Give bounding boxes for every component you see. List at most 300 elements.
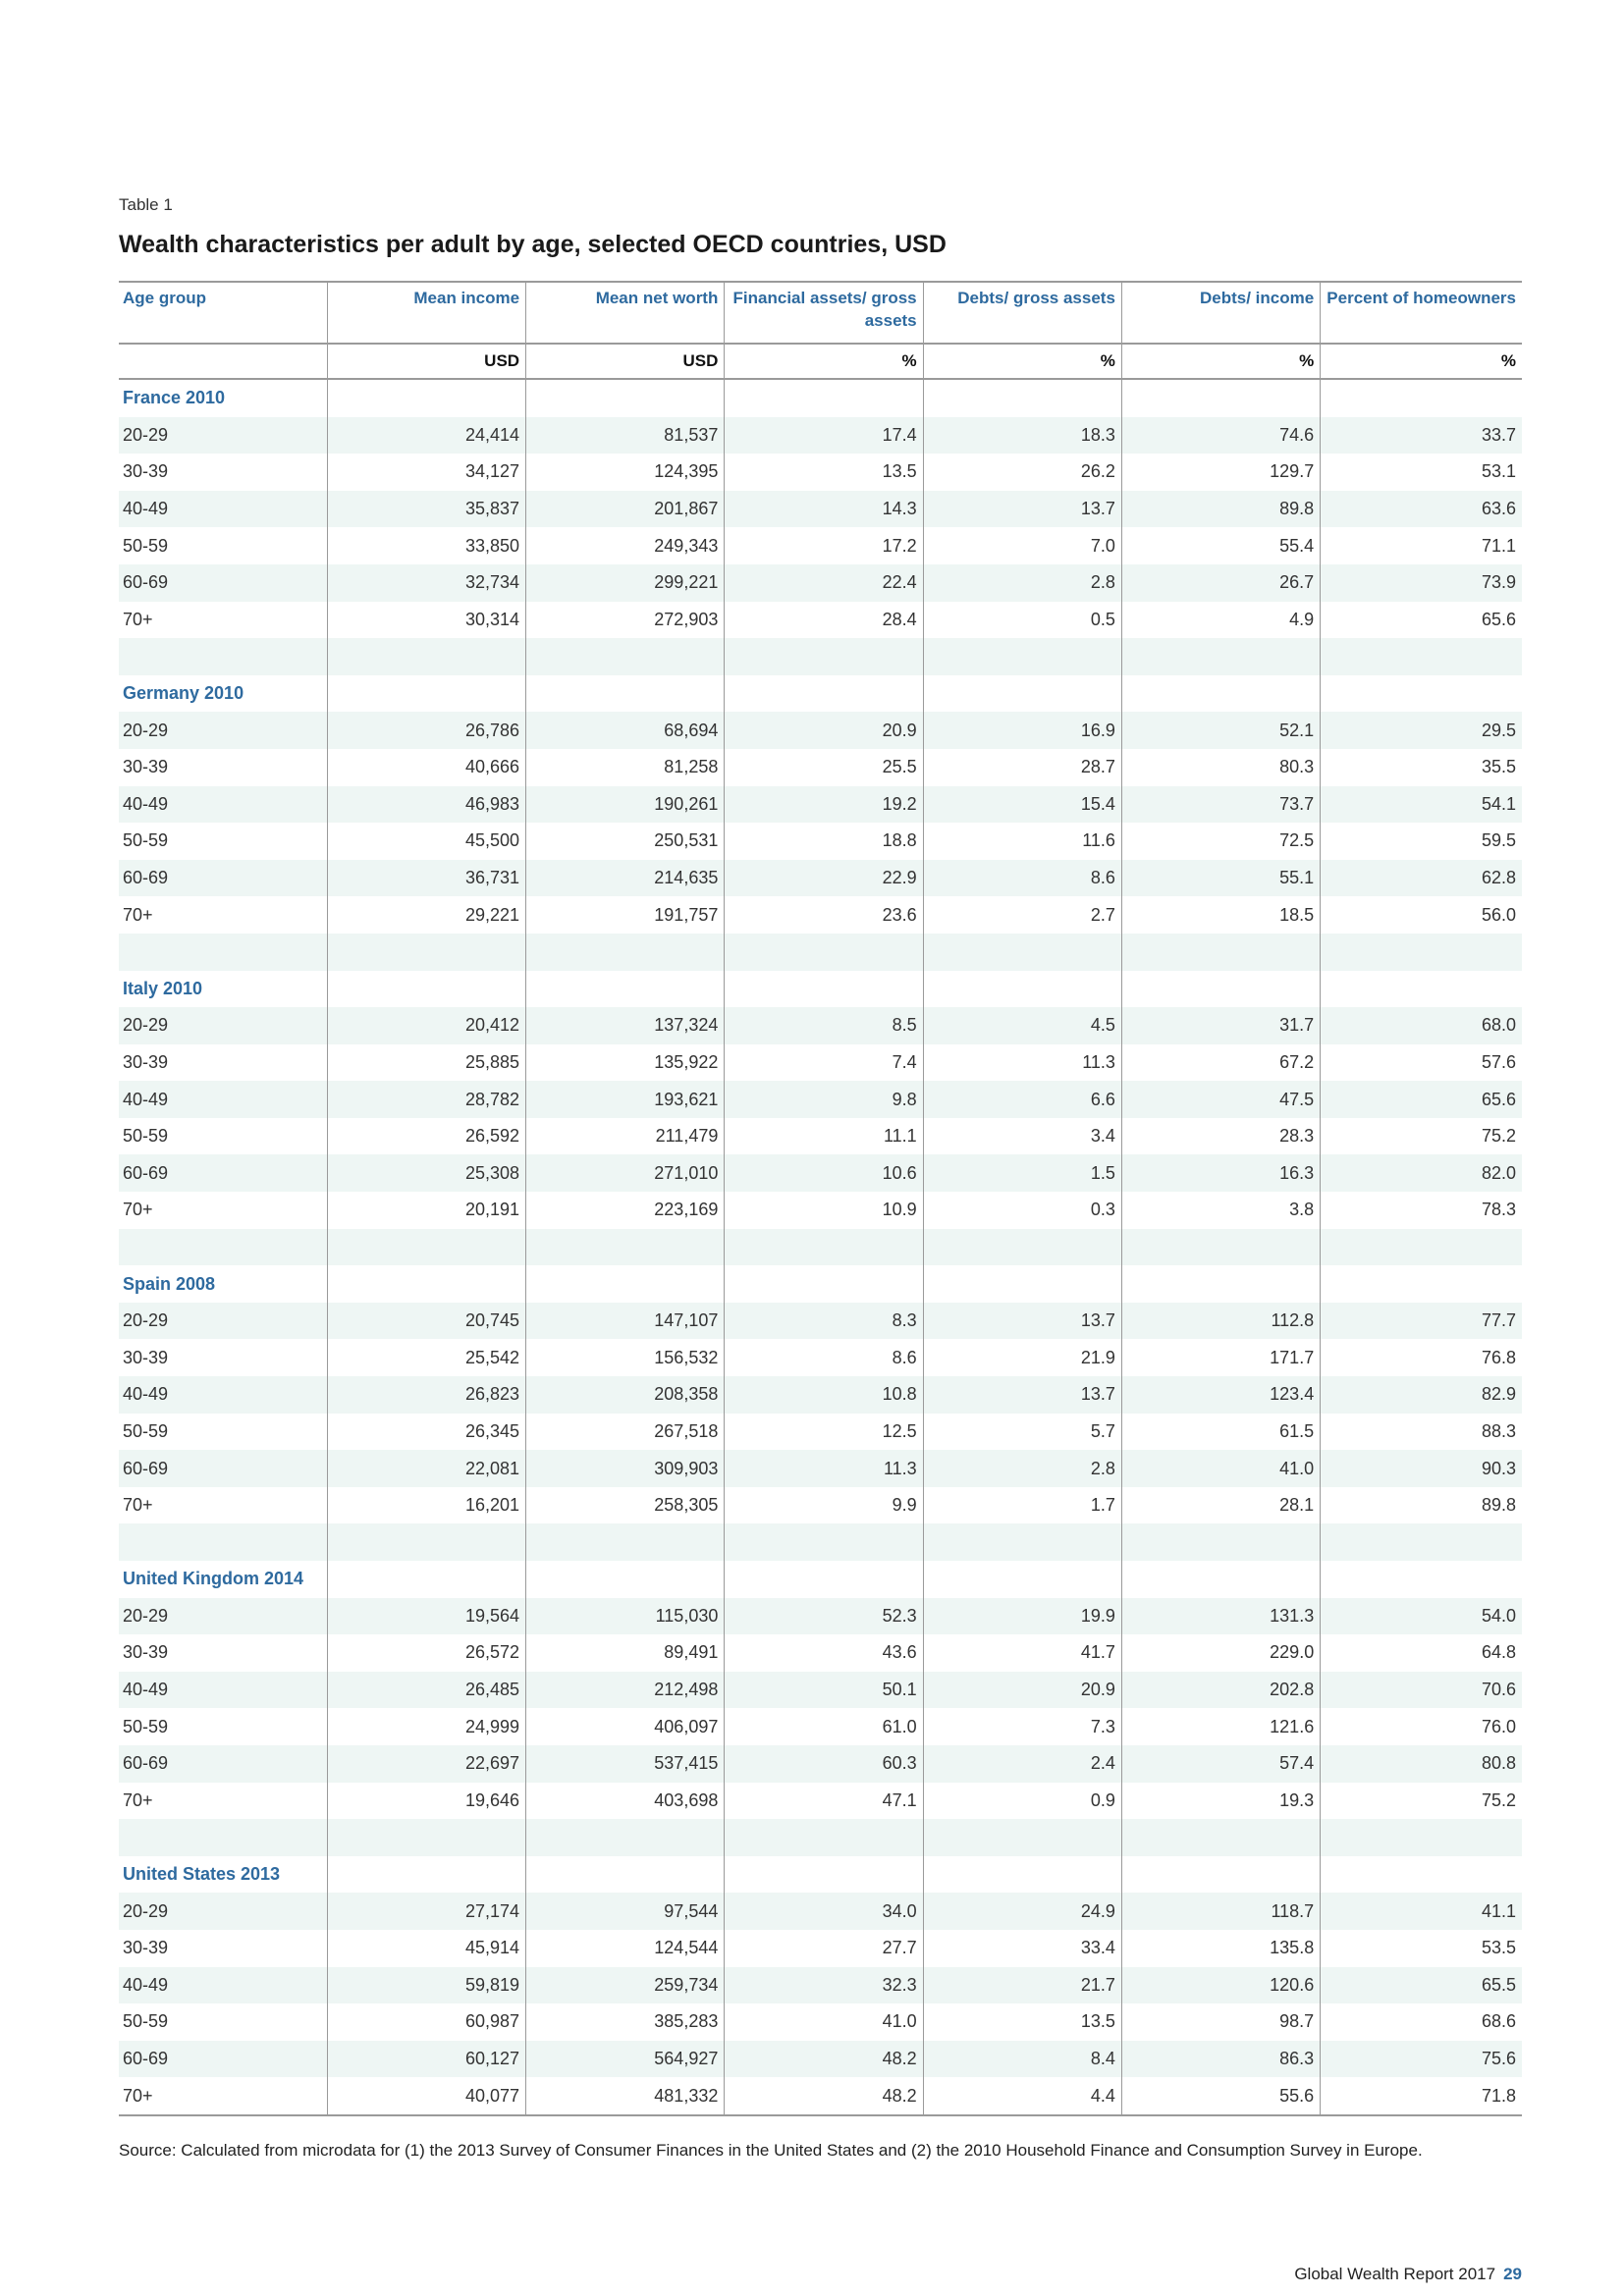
value-cell: 258,305 [526,1487,725,1524]
value-cell: 3.4 [923,1118,1121,1155]
value-cell: 22,081 [327,1450,525,1487]
country-name: France 2010 [123,388,226,408]
value-cell: 10.9 [725,1192,923,1229]
value-cell: 201,867 [526,491,725,528]
value-cell: 17.4 [725,417,923,454]
empty-cell [1321,638,1522,675]
value-cell: 229.0 [1121,1634,1320,1672]
table-row [119,1487,1522,1524]
empty-cell [119,1819,327,1856]
value-cell: 72.5 [1121,823,1320,860]
empty-cell [725,638,923,675]
value-cell: 309,903 [526,1450,725,1487]
value-cell: 135.8 [1121,1930,1320,1967]
value-cell: 52.1 [1121,712,1320,749]
value-cell: 3.8 [1121,1192,1320,1229]
value-cell: 10.8 [725,1376,923,1414]
age-group-cell: 30-39 [123,757,169,777]
value-cell: 271,010 [526,1154,725,1192]
empty-cell [1121,1561,1320,1598]
value-cell: 123.4 [1121,1376,1320,1414]
value-cell: 8.5 [725,1007,923,1044]
table-row [119,1967,1522,2004]
value-cell: 21.7 [923,1967,1121,2004]
value-cell: 385,283 [526,2003,725,2041]
age-group-cell: 40-49 [119,786,327,824]
table-row [119,417,1522,454]
value-cell: 89.8 [1321,1487,1522,1524]
empty-cell [327,971,525,1008]
value-cell: 55.4 [1121,527,1320,564]
value-cell: 11.3 [923,1044,1121,1082]
value-cell: 33.7 [1321,417,1522,454]
empty-cell [1121,971,1320,1008]
age-group-cell: 70+ [123,2085,153,2106]
wealth-table [119,281,1522,2116]
table-row [119,786,1522,824]
value-cell: 202.8 [1121,1672,1320,1709]
value-cell: 30,314 [327,602,525,639]
value-cell: 41.0 [1121,1450,1320,1487]
value-cell: 2.7 [923,896,1121,934]
unit-cell: % [1121,344,1320,379]
unit-cell: USD [327,344,525,379]
empty-cell [526,1229,725,1266]
page-footer [1294,2265,1522,2284]
value-cell: 0.5 [923,602,1121,639]
table-row [119,602,1522,639]
empty-cell [119,638,327,675]
country-row [119,379,1522,417]
value-cell: 70.6 [1321,1672,1522,1709]
column-header: Age group [123,289,206,307]
age-group-cell: 50-59 [123,1420,169,1441]
value-cell: 2.8 [923,1450,1121,1487]
table-label: Table 1 [119,195,173,214]
value-cell: 28.1 [1121,1487,1320,1524]
empty-cell [1121,1523,1320,1561]
age-group-cell: 30-39 [123,461,169,482]
age-group-cell: 30-39 [123,1051,169,1072]
value-cell: 45,500 [327,823,525,860]
empty-cell [526,1819,725,1856]
empty-cell [1321,1523,1522,1561]
value-cell: 54.1 [1321,786,1522,824]
value-cell: 82.0 [1321,1154,1522,1192]
empty-cell [923,934,1121,971]
value-cell: 46,983 [327,786,525,824]
empty-cell [725,675,923,713]
country-name: United States 2013 [123,1864,281,1885]
value-cell: 26,572 [327,1634,525,1672]
value-cell: 11.1 [725,1118,923,1155]
value-cell: 20.9 [923,1672,1121,1709]
value-cell: 68.6 [1321,2003,1522,2041]
age-group-cell: 60-69 [119,1154,327,1192]
value-cell: 2.4 [923,1745,1121,1783]
table-row [119,823,1522,860]
value-cell: 8.4 [923,2041,1121,2078]
empty-cell [1321,379,1522,417]
value-cell: 45,914 [327,1930,525,1967]
value-cell: 19,564 [327,1598,525,1635]
value-cell: 63.6 [1321,491,1522,528]
value-cell: 50.1 [725,1672,923,1709]
table-row [119,860,1522,897]
country-name: Italy 2010 [123,978,203,998]
value-cell: 537,415 [526,1745,725,1783]
age-group-cell: 50-59 [123,1716,169,1736]
table-row [119,1339,1522,1376]
age-group-cell: 50-59 [123,1126,169,1147]
table-title: Wealth characteristics per adult by age, selected OECD countries, USD [119,231,947,258]
country-row [119,1856,1522,1894]
empty-cell [923,638,1121,675]
spacer-row [119,638,1522,675]
table-row [119,564,1522,602]
empty-cell [1121,675,1320,713]
empty-cell [1321,1561,1522,1598]
value-cell: 62.8 [1321,860,1522,897]
value-cell: 21.9 [923,1339,1121,1376]
value-cell: 25.5 [725,749,923,786]
empty-cell [1321,1819,1522,1856]
value-cell: 98.7 [1121,2003,1320,2041]
empty-cell [526,1561,725,1598]
age-group-cell: 20-29 [119,1303,327,1340]
value-cell: 86.3 [1121,2041,1320,2078]
value-cell: 13.7 [923,1376,1121,1414]
table-row [119,454,1522,491]
column-header: Debts/ income [1121,282,1320,344]
empty-cell [923,675,1121,713]
value-cell: 18.3 [923,417,1121,454]
value-cell: 28,782 [327,1081,525,1118]
value-cell: 59,819 [327,1967,525,2004]
value-cell: 208,358 [526,1376,725,1414]
value-cell: 57.4 [1121,1745,1320,1783]
table-row [119,1634,1522,1672]
age-group-cell: 60-69 [119,2041,327,2078]
table-row [119,1007,1522,1044]
value-cell: 24.9 [923,1893,1121,1930]
value-cell: 18.5 [1121,896,1320,934]
age-group-cell: 40-49 [119,1672,327,1709]
value-cell: 8.3 [725,1303,923,1340]
empty-cell [327,934,525,971]
value-cell: 68.0 [1321,1007,1522,1044]
table-row [119,1930,1522,1967]
empty-cell [923,971,1121,1008]
empty-cell [923,1229,1121,1266]
value-cell: 193,621 [526,1081,725,1118]
country-row [119,1561,1522,1598]
value-cell: 61.5 [1121,1414,1320,1451]
value-cell: 31.7 [1121,1007,1320,1044]
empty-cell [725,934,923,971]
empty-cell [119,1229,327,1266]
value-cell: 16.3 [1121,1154,1320,1192]
value-cell: 41.1 [1321,1893,1522,1930]
empty-cell [327,1229,525,1266]
value-cell: 20,745 [327,1303,525,1340]
empty-cell [327,1523,525,1561]
value-cell: 0.9 [923,1783,1121,1820]
value-cell: 59.5 [1321,823,1522,860]
age-group-cell: 70+ [123,1495,153,1516]
value-cell: 259,734 [526,1967,725,2004]
age-group-cell: 30-39 [123,1347,169,1367]
table-row [119,1745,1522,1783]
age-group-cell: 70+ [123,1789,153,1810]
value-cell: 20,191 [327,1192,525,1229]
value-cell: 6.6 [923,1081,1121,1118]
empty-cell [526,675,725,713]
value-cell: 4.5 [923,1007,1121,1044]
value-cell: 250,531 [526,823,725,860]
value-cell: 7.4 [725,1044,923,1082]
spacer-row [119,1819,1522,1856]
empty-cell [1321,934,1522,971]
value-cell: 77.7 [1321,1303,1522,1340]
empty-cell [526,934,725,971]
value-cell: 81,537 [526,417,725,454]
table-row [119,749,1522,786]
table-row [119,1414,1522,1451]
source-note: Source: Calculated from microdata for (1) the 2013 Survey of Consumer Finances in the United States and (2) the 2010 Household Finance and Consumption Survey in Europe. [119,2141,1423,2160]
age-group-cell: 50-59 [123,830,169,851]
empty-cell [526,1856,725,1894]
unit-cell: % [725,344,923,379]
empty-cell [923,1561,1121,1598]
unit-cell: USD [526,344,725,379]
value-cell: 147,107 [526,1303,725,1340]
table-body [119,379,1522,2115]
value-cell: 26,485 [327,1672,525,1709]
value-cell: 112.8 [1121,1303,1320,1340]
value-cell: 1.7 [923,1487,1121,1524]
spacer-row [119,1229,1522,1266]
age-group-cell: 60-69 [119,1745,327,1783]
value-cell: 22.9 [725,860,923,897]
value-cell: 33,850 [327,527,525,564]
value-cell: 28.4 [725,602,923,639]
value-cell: 48.2 [725,2077,923,2115]
empty-cell [1121,1229,1320,1266]
value-cell: 40,666 [327,749,525,786]
value-cell: 81,258 [526,749,725,786]
value-cell: 78.3 [1321,1192,1522,1229]
value-cell: 89,491 [526,1634,725,1672]
empty-cell [725,1561,923,1598]
empty-cell [327,1561,525,1598]
table-row [119,1118,1522,1155]
empty-cell [725,1265,923,1303]
value-cell: 5.7 [923,1414,1121,1451]
spacer-row [119,1523,1522,1561]
empty-cell [923,379,1121,417]
value-cell: 24,999 [327,1708,525,1745]
value-cell: 82.9 [1321,1376,1522,1414]
value-cell: 11.6 [923,823,1121,860]
value-cell: 2.8 [923,564,1121,602]
country-name: Spain 2008 [123,1273,216,1294]
value-cell: 60,127 [327,2041,525,2078]
empty-cell [327,379,525,417]
column-header: Financial assets/ gross assets [725,282,923,344]
table-row [119,1450,1522,1487]
value-cell: 80.8 [1321,1745,1522,1783]
table-row [119,527,1522,564]
value-cell: 19.3 [1121,1783,1320,1820]
empty-cell [119,934,327,971]
age-group-cell: 50-59 [123,535,169,556]
value-cell: 20,412 [327,1007,525,1044]
empty-cell [119,1523,327,1561]
value-cell: 19.9 [923,1598,1121,1635]
value-cell: 16.9 [923,712,1121,749]
value-cell: 65.6 [1321,602,1522,639]
value-cell: 135,922 [526,1044,725,1082]
empty-cell [725,1523,923,1561]
value-cell: 71.1 [1321,527,1522,564]
value-cell: 53.1 [1321,454,1522,491]
value-cell: 190,261 [526,786,725,824]
value-cell: 26,786 [327,712,525,749]
value-cell: 14.3 [725,491,923,528]
unit-row [119,344,1522,379]
value-cell: 28.3 [1121,1118,1320,1155]
value-cell: 90.3 [1321,1450,1522,1487]
value-cell: 29,221 [327,896,525,934]
table-row [119,1598,1522,1635]
empty-cell [1121,1265,1320,1303]
value-cell: 97,544 [526,1893,725,1930]
value-cell: 19,646 [327,1783,525,1820]
value-cell: 34.0 [725,1893,923,1930]
age-group-cell: 40-49 [119,1081,327,1118]
page-number: 29 [1503,2265,1522,2283]
value-cell: 156,532 [526,1339,725,1376]
empty-cell [1321,675,1522,713]
value-cell: 56.0 [1321,896,1522,934]
value-cell: 249,343 [526,527,725,564]
value-cell: 137,324 [526,1007,725,1044]
empty-cell [327,1265,525,1303]
publication-name: Global Wealth Report 2017 [1294,2265,1496,2283]
value-cell: 60,987 [327,2003,525,2041]
value-cell: 24,414 [327,417,525,454]
value-cell: 60.3 [725,1745,923,1783]
table-row [119,2077,1522,2115]
value-cell: 0.3 [923,1192,1121,1229]
value-cell: 7.0 [923,527,1121,564]
value-cell: 191,757 [526,896,725,934]
empty-cell [1121,379,1320,417]
value-cell: 115,030 [526,1598,725,1635]
age-group-cell: 60-69 [119,860,327,897]
empty-cell [526,971,725,1008]
value-cell: 89.8 [1121,491,1320,528]
value-cell: 22.4 [725,564,923,602]
table-row [119,1044,1522,1082]
value-cell: 28.7 [923,749,1121,786]
value-cell: 8.6 [923,860,1121,897]
value-cell: 73.9 [1321,564,1522,602]
value-cell: 41.7 [923,1634,1121,1672]
value-cell: 211,479 [526,1118,725,1155]
value-cell: 1.5 [923,1154,1121,1192]
value-cell: 67.2 [1121,1044,1320,1082]
empty-cell [1321,971,1522,1008]
table-row [119,2003,1522,2041]
value-cell: 9.8 [725,1081,923,1118]
table-row [119,1081,1522,1118]
age-group-cell: 40-49 [119,1967,327,2004]
value-cell: 43.6 [725,1634,923,1672]
value-cell: 76.0 [1321,1708,1522,1745]
value-cell: 25,885 [327,1044,525,1082]
value-cell: 64.8 [1321,1634,1522,1672]
value-cell: 54.0 [1321,1598,1522,1635]
value-cell: 223,169 [526,1192,725,1229]
age-group-cell: 70+ [123,1200,153,1220]
value-cell: 564,927 [526,2041,725,2078]
value-cell: 26,592 [327,1118,525,1155]
value-cell: 55.6 [1121,2077,1320,2115]
value-cell: 23.6 [725,896,923,934]
age-group-cell: 70+ [123,609,153,629]
value-cell: 88.3 [1321,1414,1522,1451]
table-row [119,1192,1522,1229]
country-row [119,675,1522,713]
value-cell: 41.0 [725,2003,923,2041]
value-cell: 65.6 [1321,1081,1522,1118]
value-cell: 27,174 [327,1893,525,1930]
value-cell: 47.1 [725,1783,923,1820]
empty-cell [923,1265,1121,1303]
value-cell: 11.3 [725,1450,923,1487]
column-header: Percent of homeowners [1321,282,1522,344]
table-row [119,1154,1522,1192]
value-cell: 403,698 [526,1783,725,1820]
value-cell: 212,498 [526,1672,725,1709]
value-cell: 61.0 [725,1708,923,1745]
value-cell: 22,697 [327,1745,525,1783]
age-group-cell: 70+ [123,904,153,925]
table-row [119,1893,1522,1930]
empty-cell [725,379,923,417]
value-cell: 75.2 [1321,1118,1522,1155]
spacer-row [119,934,1522,971]
age-group-cell: 20-29 [119,1598,327,1635]
value-cell: 20.9 [725,712,923,749]
age-group-cell: 50-59 [123,2011,169,2032]
age-group-cell: 20-29 [119,417,327,454]
value-cell: 9.9 [725,1487,923,1524]
empty-cell [725,1229,923,1266]
value-cell: 68,694 [526,712,725,749]
value-cell: 124,395 [526,454,725,491]
value-cell: 13.7 [923,491,1121,528]
empty-cell [1121,1819,1320,1856]
value-cell: 10.6 [725,1154,923,1192]
country-name: United Kingdom 2014 [123,1569,304,1589]
unit-cell: % [1321,344,1522,379]
value-cell: 214,635 [526,860,725,897]
table-row [119,712,1522,749]
country-row [119,971,1522,1008]
